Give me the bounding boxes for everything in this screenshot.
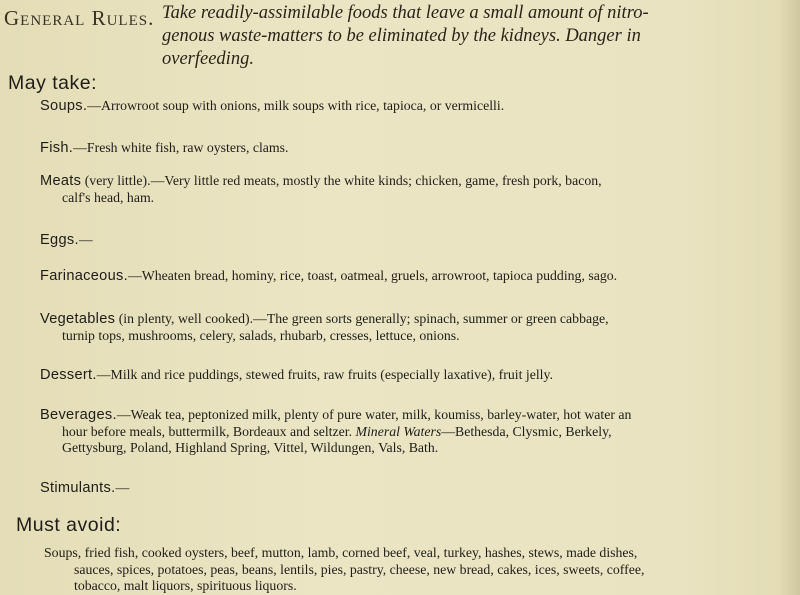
entry-text: —Wheaten bread, hominy, rice, toast, oatmeal, gruels, arrowroot, tapioca pudding, sago. (127, 268, 618, 283)
entry-label: Eggs. (40, 232, 79, 248)
must-avoid-line: sauces, spices, potatoes, peas, beans, lentils, pies, pastry, cheese, new bread, cakes, ices, sweets, coffee, (74, 561, 645, 577)
must-avoid-heading: Must avoid: (16, 514, 122, 536)
entry-soups (40, 98, 670, 115)
entry-eggs (40, 232, 670, 249)
entry-text-continued: Gettysburg, Poland, Highland Spring, Vittel, Wildungen, Vals, Bath. (62, 440, 439, 455)
entry-text-line: —Bethesda, Clysmic, Berkely, (441, 423, 612, 439)
entry-label: Soups. (40, 98, 88, 114)
general-rules-text: Take readily-assimilable foods that leave a small amount of nitro-genous waste-matters to be eliminated by the kidneys. Danger in overfeeding. (162, 3, 649, 69)
entry-text: —Very little red meats, mostly the white kinds; chicken, game, fresh pork, bacon, (150, 173, 602, 188)
entry-label: Stimulants. (40, 480, 116, 496)
entry-dessert (40, 367, 670, 384)
entry-vegetables (40, 311, 670, 344)
entry-beverages (40, 407, 670, 457)
entry-text: —Weak tea, peptonized milk, plenty of pure water, milk, koumiss, barley-water, hot water an (116, 407, 632, 422)
entry-text: —Arrowroot soup with onions, milk soups with rice, tapioca, or vermicelli. (87, 98, 505, 113)
entry-text: —Milk and rice puddings, stewed fruits, raw fruits (especially laxative), fruit jelly. (96, 367, 553, 382)
entry-label: Dessert. (40, 367, 97, 383)
entry-label: Vegetables (40, 311, 116, 327)
entry-text: — (115, 480, 130, 495)
entry-text: — (78, 232, 93, 247)
entry-text-continued (40, 424, 670, 441)
entry-note: (in plenty, well cooked). (118, 311, 254, 326)
entry-stimulants (40, 480, 670, 497)
entry-label: Beverages. (40, 407, 117, 423)
entry-text: —Fresh white fish, raw oysters, clams. (73, 140, 289, 155)
must-avoid-list (44, 545, 672, 595)
entry-label: Farinaceous. (40, 268, 128, 284)
entry-meats (40, 173, 670, 206)
entry-farinaceous (40, 268, 670, 285)
entry-label: Meats (40, 173, 82, 189)
must-avoid-line: Soups, fried fish, cooked oysters, beef, mutton, lamb, corned beef, veal, turkey, hashes, stews, made dishes, (44, 545, 638, 560)
entry-text-continued: calf's head, ham. (62, 189, 155, 205)
page-edge-shadow (778, 0, 800, 595)
entry-text-line: hour before meals, buttermilk, Bordeaux and seltzer. (62, 423, 353, 439)
entry-fish (40, 140, 670, 157)
entry-note: (very little). (84, 173, 151, 188)
may-take-heading: May take: (8, 72, 98, 94)
general-rules-title: General Rules. (4, 6, 155, 30)
entry-text: —The green sorts generally; spinach, summer or green cabbage, (253, 311, 609, 326)
entry-text-continued: turnip tops, mushrooms, celery, salads, rhubarb, cresses, lettuce, onions. (62, 327, 460, 343)
mineral-waters-label: Mineral Waters (355, 423, 442, 439)
entry-label: Fish. (40, 140, 74, 156)
must-avoid-line: tobacco, malt liquors, spirituous liquors. (74, 578, 297, 593)
